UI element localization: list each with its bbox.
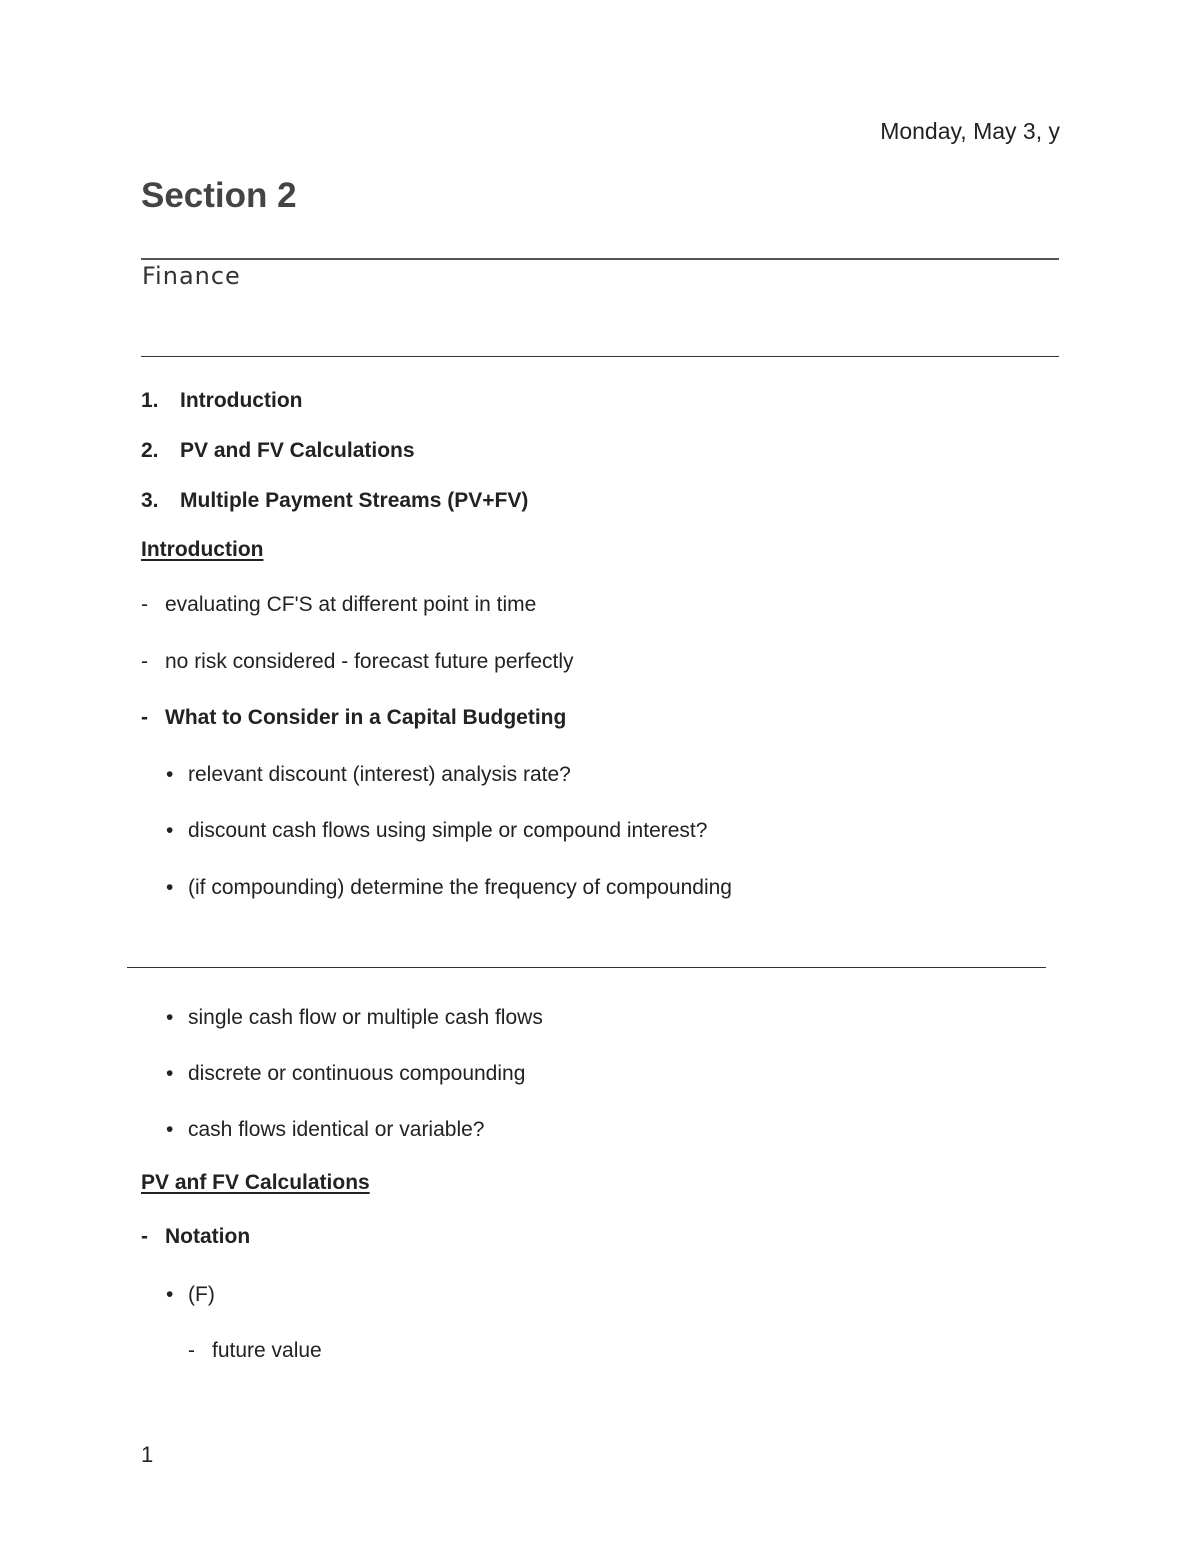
bullet-text: single cash flow or multiple cash flows bbox=[188, 1006, 543, 1029]
list-item-text: What to Consider in a Capital Budgeting bbox=[165, 706, 567, 729]
outline-number: 1. bbox=[141, 389, 159, 412]
bullet-item bbox=[166, 819, 707, 843]
bullet-text: discount cash flows using simple or compound interest? bbox=[188, 819, 708, 842]
section-break-divider bbox=[127, 967, 1046, 968]
introduction-heading: Introduction bbox=[141, 538, 264, 561]
sub-list-item bbox=[188, 1339, 322, 1363]
outline-label: Introduction bbox=[180, 389, 303, 412]
subtitle: Finance bbox=[142, 262, 241, 290]
bullet-item bbox=[166, 1006, 543, 1030]
bullet-item bbox=[166, 1062, 525, 1086]
calculations-heading: PV anf FV Calculations bbox=[141, 1171, 370, 1194]
bullet-marker: • bbox=[166, 1118, 174, 1141]
list-item bbox=[141, 593, 536, 617]
list-item bbox=[141, 706, 566, 730]
list-item-text: Notation bbox=[165, 1225, 251, 1248]
outline-item bbox=[141, 439, 415, 463]
dash-marker: - bbox=[141, 706, 148, 729]
bullet-marker: • bbox=[166, 1062, 174, 1085]
outline-item bbox=[141, 389, 302, 413]
bullet-marker: • bbox=[166, 876, 174, 899]
page-number: 1 bbox=[141, 1442, 154, 1467]
bullet-marker: • bbox=[166, 763, 174, 786]
outline-number: 3. bbox=[141, 489, 159, 512]
bullet-text: discrete or continuous compounding bbox=[188, 1062, 526, 1085]
list-item-text: no risk considered - forecast future perfectly bbox=[165, 650, 574, 673]
bullet-item bbox=[166, 1118, 484, 1142]
outline-label: PV and FV Calculations bbox=[180, 439, 415, 462]
dash-marker: - bbox=[141, 650, 148, 673]
page-date: Monday, May 3, y bbox=[880, 118, 1060, 144]
outline-item bbox=[141, 489, 528, 513]
dash-marker: - bbox=[141, 593, 148, 616]
title-divider bbox=[141, 258, 1059, 260]
bullet-marker: • bbox=[166, 1283, 174, 1306]
outline-label: Multiple Payment Streams (PV+FV) bbox=[180, 489, 529, 512]
bullet-text: relevant discount (interest) analysis rate? bbox=[188, 763, 571, 786]
bullet-marker: • bbox=[166, 819, 174, 842]
bullet-item bbox=[166, 763, 571, 787]
bullet-text: (F) bbox=[188, 1283, 215, 1306]
bullet-marker: • bbox=[166, 1006, 174, 1029]
bullet-text: cash flows identical or variable? bbox=[188, 1118, 485, 1141]
list-item bbox=[141, 1225, 250, 1249]
section-title: Section 2 bbox=[141, 176, 297, 215]
bullet-item bbox=[166, 1283, 215, 1307]
list-item bbox=[141, 650, 574, 674]
dash-marker: - bbox=[188, 1339, 195, 1362]
bullet-text: (if compounding) determine the frequency of compounding bbox=[188, 876, 732, 899]
list-item-text: evaluating CF'S at different point in time bbox=[165, 593, 537, 616]
outline-number: 2. bbox=[141, 439, 159, 462]
subtitle-divider bbox=[141, 356, 1059, 357]
dash-marker: - bbox=[141, 1225, 148, 1248]
sub-list-item-text: future value bbox=[212, 1339, 322, 1362]
bullet-item bbox=[166, 876, 732, 900]
